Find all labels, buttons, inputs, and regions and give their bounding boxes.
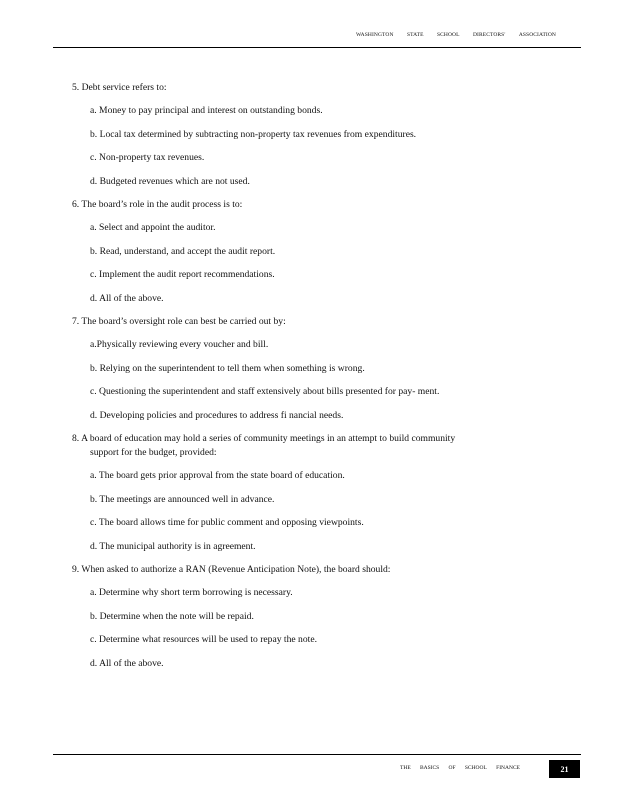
answer-option: b. Relying on the superintendent to tell them when something is wrong. (90, 362, 365, 374)
answer-option: b. Determine when the note will be repaid. (90, 610, 254, 622)
answer-option: a. The board gets prior approval from the state board of education. (90, 470, 345, 481)
answer-option: c. Questioning the superintendent and staff extensively about bills presented for pay- ment. (90, 386, 440, 397)
question-text: 5. Debt service refers to: (72, 82, 167, 93)
header-word: STATE (406, 32, 424, 38)
question-text: 6. The board’s role in the audit process is to: (72, 199, 243, 210)
footer-rule (53, 754, 581, 755)
answer-option: a. Money to pay principal and interest on outstanding bonds. (90, 105, 323, 116)
answer-option: d. All of the above. (90, 657, 164, 669)
answer-option: b. Local tax determined by subtracting non-property tax revenues from expenditures. (90, 128, 417, 140)
footer-word: THE (400, 765, 411, 771)
question-9 (72, 563, 472, 671)
header-word: SCHOOL (436, 32, 460, 38)
question-text: 7. The board’s oversight role can best be carried out by: (72, 316, 286, 327)
header-rule (53, 47, 581, 48)
question-text: 9. When asked to authorize a RAN (Revenue Anticipation Note), the board should: (72, 564, 391, 575)
answer-option: d. The municipal authority is in agreement. (90, 540, 256, 552)
answer-option: d. Budgeted revenues which are not used. (90, 175, 250, 187)
running-header (356, 32, 556, 38)
answer-option: c. Implement the audit report recommendations. (90, 269, 275, 280)
header-word: ASSOCIATION (518, 32, 556, 38)
answer-option: d. All of the above. (90, 292, 164, 304)
question-6 (72, 198, 472, 306)
footer-word: BASICS (419, 765, 440, 771)
footer-word: OF (448, 765, 456, 771)
quiz-content (72, 81, 472, 680)
question-7 (72, 315, 472, 423)
answer-option: a. Determine why short term borrowing is necessary. (90, 587, 293, 598)
question-8 (72, 432, 472, 554)
answer-option: c. Determine what resources will be used to repay the note. (90, 634, 317, 645)
answer-option: d. Developing policies and procedures to address fi nancial needs. (90, 409, 344, 421)
header-word: WASHINGTON (356, 32, 394, 38)
page-number: 21 (549, 760, 580, 778)
answer-option: b. Read, understand, and accept the audit report. (90, 245, 276, 257)
answer-option: c. The board allows time for public comment and opposing viewpoints. (90, 517, 364, 528)
answer-option: a.Physically reviewing every voucher and bill. (90, 339, 269, 350)
question-text: 8. A board of education may hold a series of community meetings in an attempt to build community support for the budget, provided: (72, 433, 456, 458)
answer-option: a. Select and appoint the auditor. (90, 222, 216, 233)
running-footer (400, 765, 520, 771)
answer-option: b. The meetings are announced well in advance. (90, 493, 275, 505)
header-word: DIRECTORS' (472, 32, 506, 38)
question-5 (72, 81, 472, 189)
footer-word: SCHOOL (464, 765, 487, 771)
footer-word: FINANCE (496, 765, 520, 771)
answer-option: c. Non-property tax revenues. (90, 152, 205, 163)
